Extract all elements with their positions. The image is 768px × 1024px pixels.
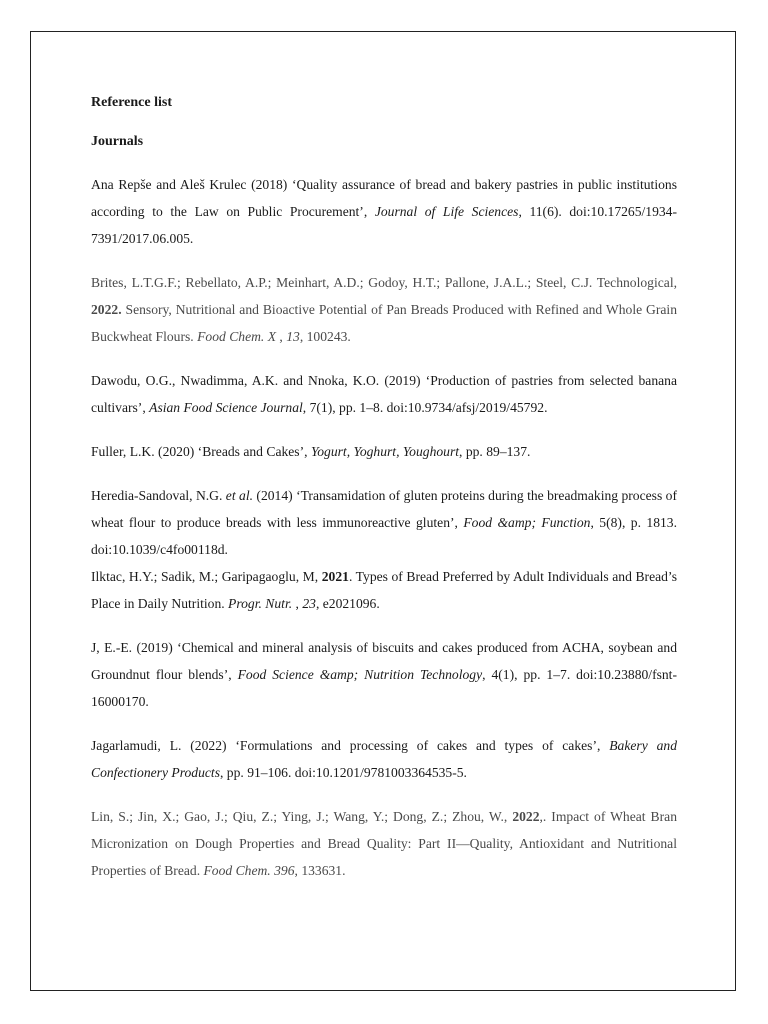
reference-text: Heredia-Sandoval, N.G. [91, 488, 226, 503]
reference-text: Ilktac, H.Y.; Sadik, M.; Garipagaoglu, M, [91, 569, 322, 584]
reference-text: , pp. 89–137. [459, 444, 531, 459]
reference-text: . Types of Bread Preferred by Adult Individuals and Bread’s Place in Daily Nutrition. [91, 569, 678, 611]
reference-text: , 133631. [294, 863, 346, 878]
reference-list-heading: Reference list [91, 95, 172, 110]
reference-journal: Food &amp; Function [463, 515, 591, 530]
reference-text: , [292, 596, 303, 611]
document-content [91, 90, 677, 884]
reference-etal: et al. [225, 488, 253, 503]
reference-journal: Food Science &amp; Nutrition Technology [237, 667, 483, 682]
reference-text: , 11(6). doi:10.17265/1934-7391/2017.06.005. [91, 204, 678, 246]
reference-journal: Asian Food Science Journal [149, 400, 303, 415]
reference-text: Ana Repše and Aleš Krulec (2018) ‘Quality assurance of bread and bakery pastries in public institutions according to the Law on Public Procurement’, [91, 177, 677, 219]
reference-text: (2014) ‘Transamidation of gluten proteins during the breadmaking process of wheat flour to produce breads with less immunoreactive gluten’, [91, 488, 677, 530]
reference-year: 2022 [512, 809, 540, 824]
reference-journal: Food Chem. [203, 863, 271, 878]
reference-journal: Bakery and Confectionery Products [91, 738, 677, 780]
reference-text: Fuller, L.K. (2020) ‘Breads and Cakes’, [91, 444, 311, 459]
reference-text: , 7(1), pp. 1–8. doi:10.9734/afsj/2019/45792. [302, 400, 548, 415]
reference-text: , 5(8), p. 1813. doi:10.1039/c4fo00118d. [91, 515, 677, 557]
reference-text: Dawodu, O.G., Nwadimma, A.K. and Nnoka, K.O. (2019) ‘Production of pastries from selected banana cultivars’, [91, 373, 677, 415]
reference-entry-brites [91, 269, 677, 350]
reference-entry-fuller [91, 438, 677, 465]
reference-journal: Journal of Life Sciences [374, 204, 519, 219]
reference-text: , [276, 329, 287, 344]
reference-text: Sensory, Nutritional and Bioactive Potential of Pan Breads Produced with Refined and Whole Grain Buckwheat Flours. [91, 302, 677, 344]
reference-entry-repse [91, 171, 677, 252]
reference-entry-heredia-sandoval [91, 482, 677, 563]
reference-volume: 23 [302, 596, 316, 611]
reference-text: , 4(1), pp. 1–7. doi:10.23880/fsnt-16000170. [91, 667, 677, 709]
reference-entry-dawodu [91, 367, 677, 421]
reference-entry-j-ee [91, 634, 677, 715]
reference-journal: Yogurt, Yoghurt, Youghourt [310, 444, 460, 459]
reference-year: 2021 [321, 569, 349, 584]
reference-text: , 100243. [299, 329, 351, 344]
reference-text: , pp. 91–106. doi:10.1201/9781003364535-5. [220, 765, 467, 780]
reference-journal: Food Chem. X [197, 329, 277, 344]
reference-entry-lin [91, 803, 677, 884]
reference-text: J, E.-E. (2019) ‘Chemical and mineral analysis of biscuits and cakes produced from ACHA, soybean and Groundnut flour blends’, [91, 640, 677, 682]
reference-entry-ilktac [91, 563, 677, 617]
reference-entry-jagarlamudi [91, 732, 677, 786]
reference-text: , e2021096. [315, 596, 380, 611]
reference-volume: 13 [286, 329, 300, 344]
journals-heading: Journals [91, 134, 144, 149]
reference-text: Brites, L.T.G.F.; Rebellato, A.P.; Meinhart, A.D.; Godoy, H.T.; Pallone, J.A.L.; Steel, C.J. Technological, [91, 275, 677, 290]
reference-journal: Progr. Nutr. [228, 596, 293, 611]
reference-volume: 396 [274, 863, 295, 878]
reference-text: Lin, S.; Jin, X.; Gao, J.; Qiu, Z.; Ying, J.; Wang, Y.; Dong, Z.; Zhou, W., [91, 809, 513, 824]
reference-year: 2022. [91, 302, 122, 317]
document-page [30, 31, 736, 991]
reference-text: Jagarlamudi, L. (2022) ‘Formulations and processing of cakes and types of cakes’, [91, 738, 610, 753]
reference-text: ,. Impact of Wheat Bran Micronization on Dough Properties and Bread Quality: Part II—Quality, Antioxidant and Nutritional Properties of Bread. [91, 809, 677, 878]
